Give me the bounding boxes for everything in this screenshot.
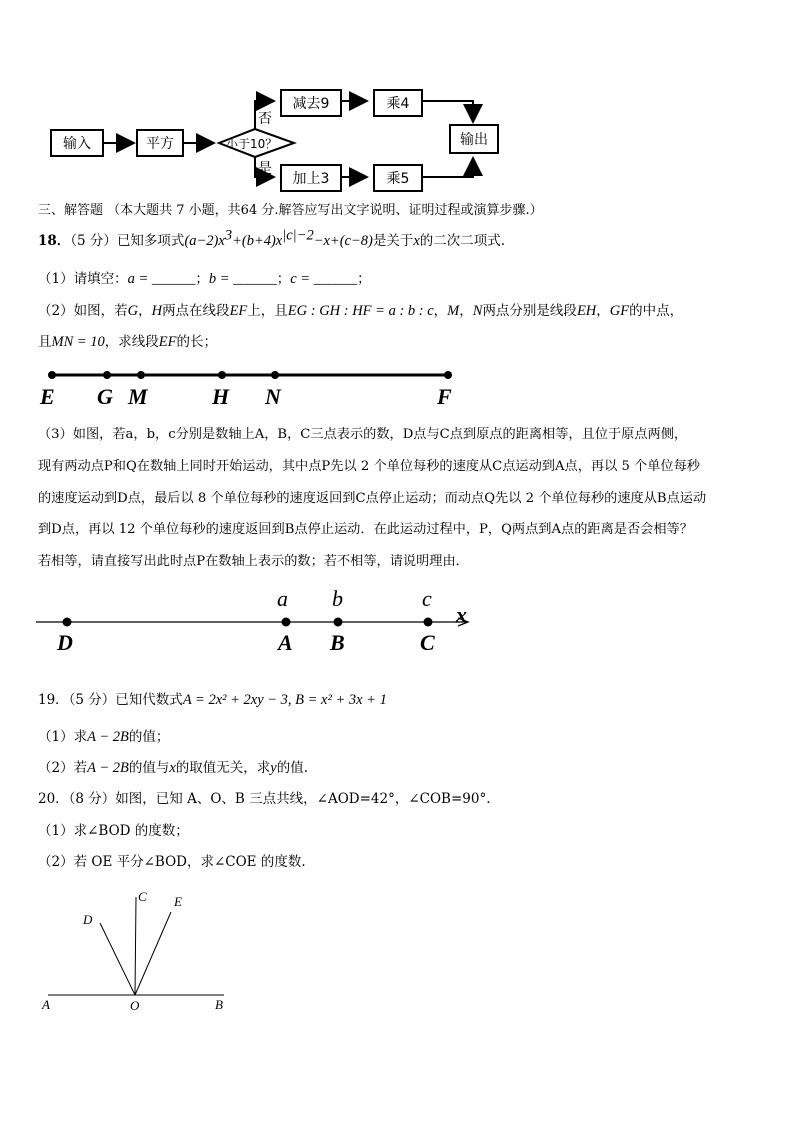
ray-OD <box>100 923 135 995</box>
q18-part2-line2 <box>38 333 217 351</box>
q18-score: （5 分） <box>70 233 117 249</box>
q18-p2-text: ， <box>433 303 448 319</box>
numline-label-B: B <box>330 630 345 655</box>
q19-part1 <box>38 728 169 746</box>
flow-mul5-box <box>373 164 423 192</box>
q20-stem: 20．（8 分）如图，已知 A、O、B 三点共线，∠AOD=42°，∠COB=90°. <box>38 791 491 807</box>
label-H: H <box>212 384 230 409</box>
q18-part3-line1: （3）如图，若a，b，c分别是数轴上A，B，C三点表示的数，D点与C点到原点的距离相等，且位于原点两侧， <box>38 427 688 442</box>
q18-p2-EH: EH <box>576 303 597 319</box>
flow-no-label: 否 <box>258 111 272 127</box>
numline-label-A: A <box>278 630 293 655</box>
q19-p2-x: x <box>169 760 176 776</box>
q18-poly-exp2: |c|−2 <box>282 227 314 244</box>
flow-condition-label: 小于10？ <box>226 137 278 151</box>
q19-p1-text: 的值； <box>128 729 170 745</box>
label-G: G <box>97 384 113 409</box>
flow-add3-label: 加上3 <box>292 171 330 187</box>
numline-label-a: a <box>277 586 288 611</box>
q19-head: 19．（5 分）已知代数式 <box>38 692 183 708</box>
q18-poly-part3: −x+(c−8) <box>313 233 373 249</box>
q19-p2-text: 的值与 <box>128 760 170 776</box>
numline-label-D: D <box>57 630 73 655</box>
q18-p2-N: N <box>472 303 483 319</box>
q18-p2-M: M <box>447 303 460 319</box>
flow-square-box <box>136 129 184 157</box>
q18-p2-text: （2）如图，若 <box>38 303 128 319</box>
flow-subtract9-label: 减去9 <box>292 96 330 112</box>
q19-p2-expr: A − 2B <box>87 760 129 776</box>
flow-mul5-label: 乘5 <box>386 171 410 187</box>
point-G <box>103 371 111 379</box>
flow-yes-label: 是 <box>258 161 272 177</box>
q18-blank-b: b = ______ <box>208 271 277 287</box>
q20-part2: （2）若 OE 平分∠BOD，求∠COE 的度数. <box>38 854 306 870</box>
angle-label-A: A <box>42 997 50 1012</box>
q18-poly-part1: (a−2)x <box>184 233 225 249</box>
number-line-figure <box>36 612 476 632</box>
angle-label-B: B <box>215 997 223 1012</box>
flow-add3-box <box>280 164 342 192</box>
q18-p2-ratio: EG : GH : HF = a : b : c <box>287 303 434 319</box>
q18-poly-part2: +(b+4)x <box>232 233 283 249</box>
label-M: M <box>128 384 148 409</box>
point-C <box>424 618 433 627</box>
q18-p2-G: G <box>127 303 139 319</box>
q18-stem <box>38 227 506 250</box>
q18-part1-label: （1）请填空： <box>38 271 128 287</box>
label-F: F <box>437 384 452 409</box>
q18-p2-H: H <box>151 303 163 319</box>
q18-p2-text: 两点在线段 <box>162 303 230 319</box>
angle-label-E: E <box>174 894 182 909</box>
q20-part1: （1）求∠BOD 的度数； <box>38 823 189 839</box>
q19-p2-text: 的取值无关，求 <box>175 760 271 776</box>
q18-number: 18． <box>38 233 71 249</box>
q18-blank-c: c = ______ <box>290 271 358 287</box>
point-M <box>137 371 145 379</box>
q18-p2-text: 上，且 <box>247 303 288 319</box>
flow-subtract9-box <box>280 89 342 117</box>
angle-label-D: D <box>83 912 93 927</box>
segment-ef-figure <box>40 368 460 382</box>
q18-p2-EF: EF <box>158 334 177 350</box>
q18-blank-a: a = ______ <box>127 271 196 287</box>
q19-stem <box>38 691 387 709</box>
point-H <box>218 371 226 379</box>
q18-sep1: ； <box>195 271 209 287</box>
point-D <box>63 618 72 627</box>
angle-label-C: C <box>138 889 147 904</box>
q18-part3-line3: 的速度运动到D点，最后以 8 个单位每秒的速度返回到C点停止运动；而动点Q先以 2 个单位每秒的速度从B点运动 <box>38 491 707 506</box>
flow-mul4-label: 乘4 <box>386 96 410 112</box>
q18-part3-line2: 现有两动点P和Q在数轴上同时开始运动，其中点P先以 2 个单位每秒的速度从C点运动到A点，再以 5 个单位每秒 <box>38 459 700 474</box>
q18-p2-GF: GF <box>609 303 630 319</box>
label-E: E <box>40 384 55 409</box>
q18-part3-line4: 到D点，再以 12 个单位每秒的速度返回到B点停止运动．在此运动过程中，P，Q两点到A点的距离是否会相等？ <box>38 522 693 537</box>
point-N <box>271 371 279 379</box>
flow-mul4-box <box>373 89 423 117</box>
point-F <box>444 371 452 379</box>
q18-p2-text: 两点分别是线段 <box>482 303 577 319</box>
q18-p2-MN: MN = 10 <box>51 334 105 350</box>
q19-p1-text: （1）求 <box>38 729 88 745</box>
numline-label-b: b <box>332 586 343 611</box>
q18-p2-comma: ， <box>596 303 610 319</box>
q19-part2 <box>38 759 308 777</box>
flow-square-label: 平方 <box>146 136 174 152</box>
q18-stem-post: 是关于 <box>372 233 414 249</box>
q18-stem-pre: 已知多项式 <box>116 233 185 249</box>
numline-label-C: C <box>420 630 435 655</box>
q18-part1-end: ； <box>357 271 371 287</box>
q18-poly-exp1: 3 <box>224 227 233 244</box>
flow-input-box <box>50 129 104 157</box>
flow-output-box <box>449 124 499 154</box>
q18-part1 <box>38 270 371 288</box>
point-A <box>282 618 291 627</box>
point-B <box>334 618 343 627</box>
q18-part2-line1 <box>38 302 683 320</box>
numline-axis-x: x <box>456 602 467 627</box>
q18-p2-comma: ， <box>459 303 473 319</box>
ray-OC <box>135 897 136 995</box>
ray-OE <box>135 912 171 995</box>
point-E <box>48 371 56 379</box>
flow-input-label: 输入 <box>63 136 91 152</box>
q18-p2-text: 且 <box>38 334 52 350</box>
label-N: N <box>265 384 281 409</box>
q19-p1-expr: A − 2B <box>87 729 129 745</box>
section-heading: 三、解答题 （本大题共 7 小题，共64 分.解答应写出文字说明、证明过程或演算步骤.） <box>38 203 543 218</box>
flow-output-label: 输出 <box>460 132 488 148</box>
q18-p2-text: 的长； <box>176 334 218 350</box>
q18-p2-text: ，求线段 <box>104 334 159 350</box>
q19-p2-text: （2）若 <box>38 760 88 776</box>
q18-var-x: x <box>413 233 420 249</box>
angle-label-O: O <box>130 998 140 1013</box>
q18-p2-comma: ， <box>138 303 152 319</box>
q18-stem-end: 的二次二项式. <box>419 233 506 249</box>
q19-p2-text: 的值. <box>276 760 309 776</box>
q18-part3-line5: 若相等，请直接写出此时点P在数轴上表示的数；若不相等，请说明理由． <box>38 554 469 569</box>
numline-label-c: c <box>422 586 432 611</box>
q18-sep2: ； <box>276 271 291 287</box>
q18-p2-EF: EF <box>229 303 248 319</box>
q18-p2-text: 的中点， <box>629 303 684 319</box>
q19-p2-y: y <box>270 760 277 776</box>
q19-expr: A = 2x² + 2xy − 3, B = x² + 3x + 1 <box>182 692 387 708</box>
